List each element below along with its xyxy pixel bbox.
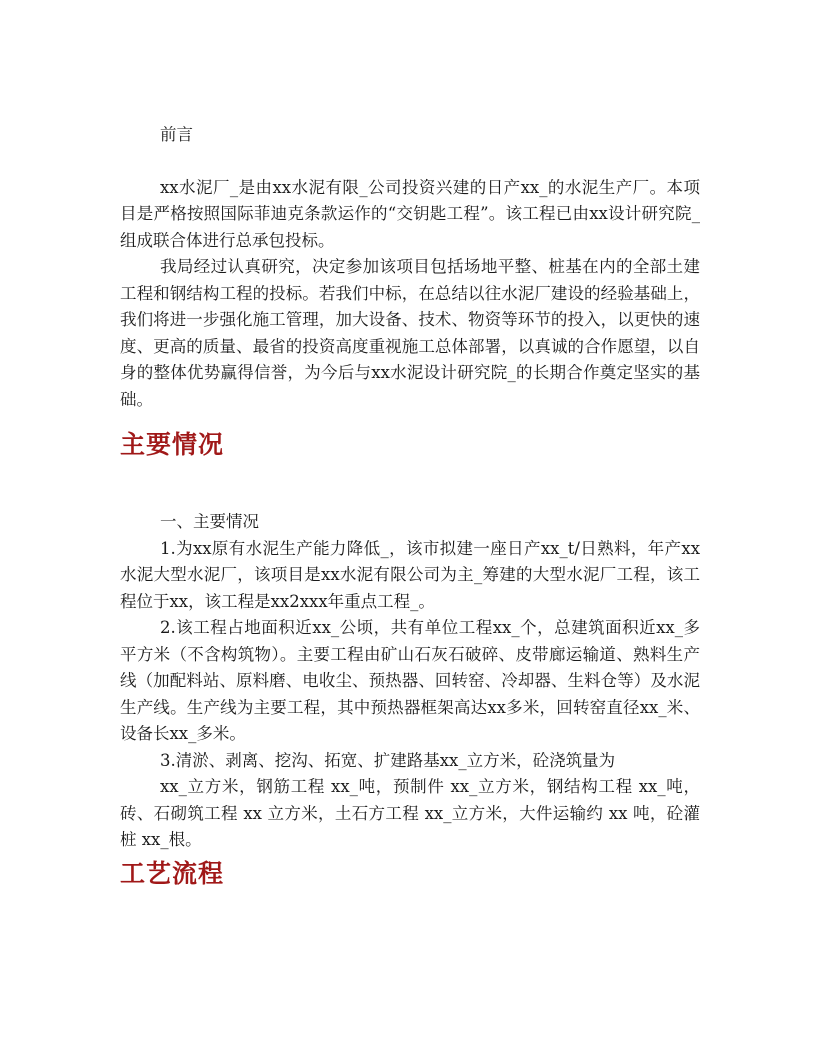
document-page xyxy=(120,0,700,890)
preface-title: 前言 xyxy=(160,125,193,144)
section-heading-main-situation: 主要情况 xyxy=(120,430,225,459)
list-item: xx_立方米，钢筋工程 xx_吨，预制件 xx_立方米，钢结构工程 xx_吨，砖、石砌筑工程 xx 立方米，土石方工程 xx_立方米，大件运输约 xx 吨，砼灌桩 xx_根。 xyxy=(120,777,700,849)
list-item: 1.为xx原有水泥生产能力降低_，该市拟建一座日产xx_t/日熟料，年产xx水泥大型水泥厂，该项目是xx水泥有限公司为主_筹建的大型水泥厂工程，该工程位于xx，该工程是xx2xxx年重点工程_。 xyxy=(120,538,700,611)
preface-paragraph-2: 我局经过认真研究，决定参加该项目包括场地平整、桩基在内的全部土建工程和钢结构工程的投标。若我们中标，在总结以往水泥厂建设的经验基础上，我们将进一步强化施工管理，加大设备、技术、物资等环节的投入，以更快的速度、更高的质量、最省的投资高度重视施工总体部署，以真诚的合作愿望，以自身的整体优势赢得信誉，为今后与xx水泥设计研究院_的长期合作奠定坚实的基础。 xyxy=(120,257,700,409)
section-subheading: 一、主要情况 xyxy=(160,512,259,531)
list-item: 3.清淤、剥离、挖沟、拓宽、扩建路基xx_立方米，砼浇筑量为 xyxy=(160,750,616,770)
section-heading-process-flow: 工艺流程 xyxy=(120,858,225,888)
list-item: 2.该工程占地面积近xx_公顷，共有单位工程xx_个，总建筑面积近xx_多平方米（不含构筑物）。主要工程由矿山石灰石破碎、皮带廊运输道、熟料生产线（加配料站、原料磨、电收尘、预热器、回转窑、冷却器、生料仓等）及水泥生产线。生产线为主要工程，其中预热器框架高达xx多米，回转窑直径xx_米、设备长xx_多米。 xyxy=(120,618,700,743)
preface-paragraph-1: xx水泥厂_是由xx水泥有限_公司投资兴建的日产xx_的水泥生产厂。本项目是严格按照国际菲迪克条款运作的“交钥匙工程”。该工程已由xx设计研究院_组成联合体进行总承包投标。 xyxy=(120,177,700,250)
